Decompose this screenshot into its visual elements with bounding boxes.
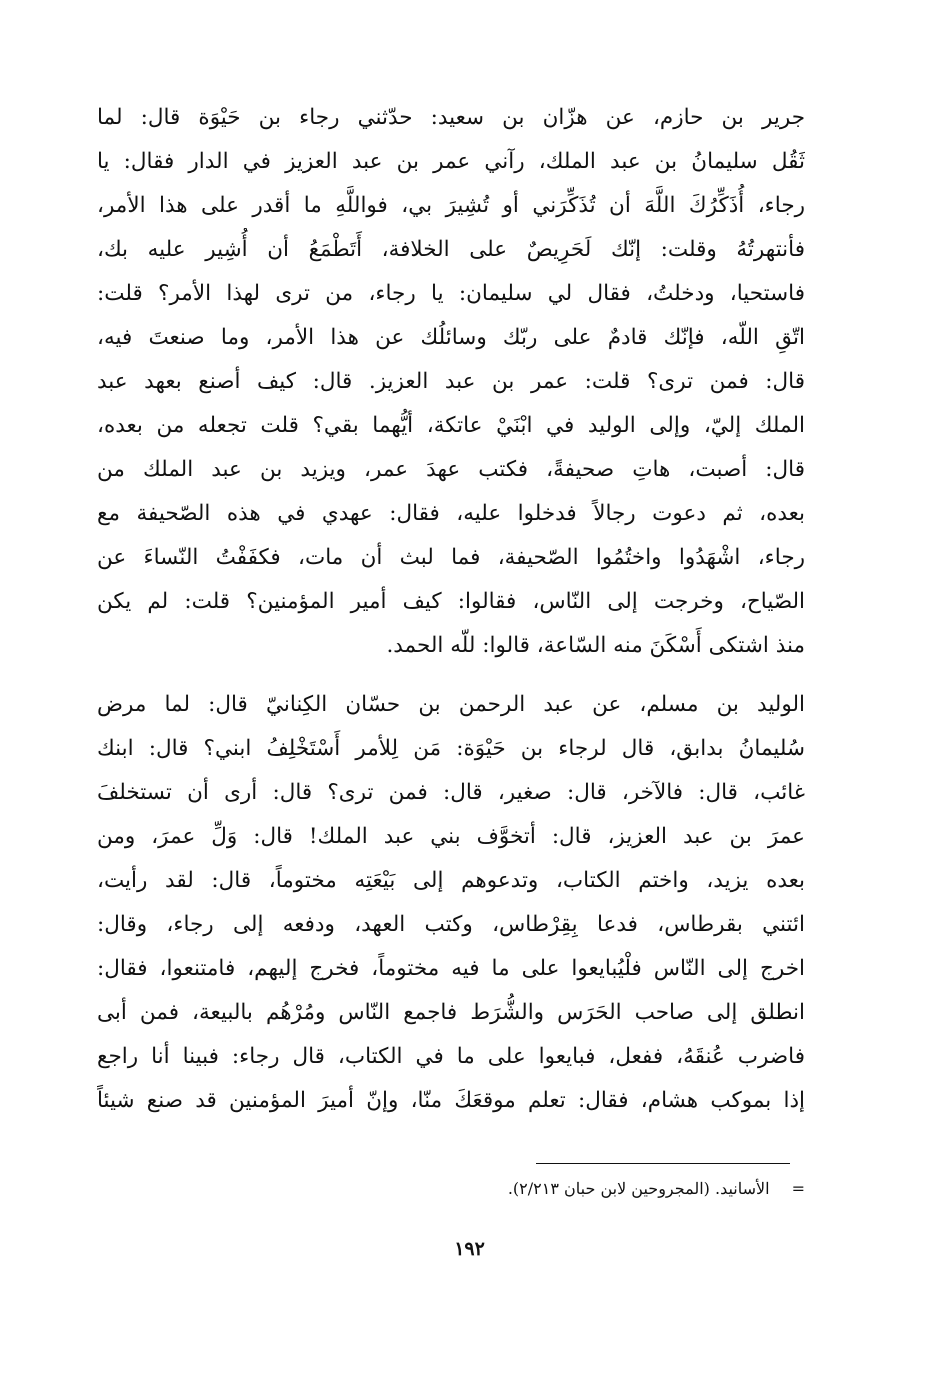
text-line: الصّياح، وخرجت إلى النّاس، فقالوا: كيف أمير المؤمنين؟ قلت: لم يكن: [97, 589, 805, 614]
text-line: فأنتهرتُهُ وقلت: إنّك لَحَرِيصٌ على الخلافة، أَتَطْمَعُ أن أُشِير عليه بك،: [97, 237, 805, 262]
text-line: قال: فمن ترى؟ قلت: عمر بن عبد العزيز. قال: كيف أصنع بعهد عبد: [97, 369, 805, 394]
text-line: ائتني بقرطاس، فدعا بِقِرْطاس، وكتب العهد، ودفعه إلى رجاء، وقال:: [97, 912, 805, 937]
footnote-separator: [536, 1163, 790, 1164]
text-line: بعده، ثم دعوت رجالاً فدخلوا عليه، فقال: عهدي في هذه الصّحيفة مع: [97, 501, 805, 526]
text-line: فاضرب عُنقَهُ، ففعل، فبايعوا على ما في الكتاب، قال رجاء: فبينا أنا راجع: [97, 1044, 805, 1069]
text-line: سُليمانُ بدابق، قال لرجاء بن حَيْوَة: مَن لِلأمر أَسْتَخْلِفُ ابني؟ قال: ابنك: [97, 736, 805, 761]
footnote: [420, 1176, 805, 1202]
text-line: عمرَ بن عبد العزيز، قال: أتخوَّف بني عبد الملك! قال: وَلِّ عمرَ، ومن: [97, 824, 805, 849]
text-line: انطلق إلى صاحب الحَرَس والشُّرَط فاجمع النّاس ومُرْهُم بالبيعة، فمن أبى: [97, 1000, 805, 1025]
footnote-text: الأسانيد. (المجروحين لابن حبان ٢/٢١٣).: [507, 1179, 770, 1198]
text-line: إذا بموكب هشام، فقال: تعلم موقعَكَ منّا، وإنّ أميرَ المؤمنين قد صنع شيئاً: [97, 1088, 805, 1113]
text-line: الملك إليّ، وإلى الوليد في ابْنَيْ عاتكة، أيُّهما بقي؟ قلت تجعله من بعده،: [97, 413, 805, 438]
page-number: ١٩٢: [454, 1238, 485, 1260]
text-line: بعده يزيد، واختم الكتاب، وتدعوهم إلى بَيْعَتِه مختوماً، قال: لقد رأيت،: [97, 868, 805, 893]
paragraph-2: [97, 683, 805, 1123]
text-line: منذ اشتكى أَسْكَنَ منه السّاعة، قالوا: للّه الحمد.: [386, 633, 805, 658]
text-line: فاستحيا، ودخلتُ، فقال لي سليمان: يا رجاء، من ترى لهذا الأمر؟ قلت:: [97, 281, 805, 306]
footnote-continuation-marker: =: [791, 1179, 805, 1198]
text-line: الوليد بن مسلم، عن عبد الرحمن بن حسّان الكِنانيّ قال: لما مرض: [97, 692, 805, 717]
paragraph-1: [97, 96, 805, 668]
text-line: غائب، قال: فالآخر، قال: صغير، قال: فمن ترى؟ قال: أرى أن تستخلفَ: [97, 780, 805, 805]
text-line: رجاء، اشْهَدُوا واختُمُوا الصّحيفة، فما لبث أن مات، فكفَفْتُ النّساءَ عن: [97, 545, 805, 570]
text-line: قال: أصبت، هاتِ صحيفةً، فكتب عهدَ عمر، ويزيد بن عبد الملك من: [97, 457, 805, 482]
text-line: ثَقُل سليمانُ بن عبد الملك، رآني عمر بن عبد العزيز في الدار فقال: يا: [97, 149, 805, 174]
text-line: اخرج إلى النّاس فلْيُبايعوا على ما فيه مختوماً، فخرج إليهم، فامتنعوا، فقال:: [97, 956, 805, 981]
text-line: جرير بن حازم، عن هزّان بن سعيد: حدّثني رجاء بن حَيْوَة قال: لما: [97, 105, 805, 130]
text-line: اتّقِ اللّه، فإنّك قادمٌ على ربّك وسائلُك عن هذا الأمر، وما صنعتَ فيه،: [97, 325, 805, 350]
text-line: رجاء، أُذَكِّرُكَ اللَّهَ أن تُذَكِّرَني أو تُشِيرَ بي، فواللَّهِ ما أقدر على هذا الأمر،: [97, 193, 805, 218]
